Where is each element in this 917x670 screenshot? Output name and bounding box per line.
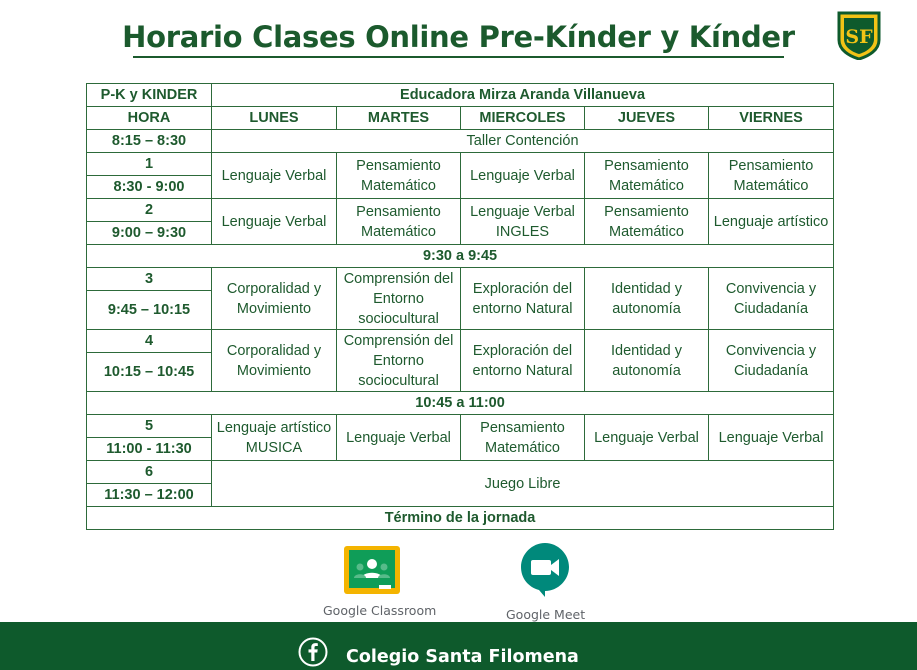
class-cell: Lenguaje Verbal xyxy=(212,153,337,199)
class-cell: Identidad y autonomía xyxy=(585,330,709,392)
class-cell: Pensamiento Matemático xyxy=(585,199,709,245)
taller-time: 8:15 – 8:30 xyxy=(87,130,212,153)
corner-label: P-K y KINDER xyxy=(87,84,212,107)
class-cell: Lenguaje Verbal INGLES xyxy=(461,199,585,245)
end-of-day-row: Término de la jornada xyxy=(87,507,834,530)
class-cell: Pensamiento Matemático xyxy=(709,153,834,199)
block-time: 8:30 - 9:00 xyxy=(87,176,212,199)
class-cell: Exploración del entorno Natural xyxy=(461,330,585,392)
day-header-miercoles: MIERCOLES xyxy=(461,107,585,130)
class-cell: Lenguaje Verbal xyxy=(709,415,834,461)
class-cell: Comprensión del Entorno sociocultural xyxy=(337,268,461,330)
class-cell: Convivencia y Ciudadanía xyxy=(709,268,834,330)
facebook-icon[interactable] xyxy=(298,637,328,667)
day-header-lunes: LUNES xyxy=(212,107,337,130)
day-header-jueves: JUEVES xyxy=(585,107,709,130)
page-title: Horario Clases Online Pre-Kínder y Kínder xyxy=(122,20,795,54)
class-cell: Corporalidad y Movimiento xyxy=(212,268,337,330)
block-number: 5 xyxy=(87,415,212,438)
schedule-table xyxy=(86,83,834,530)
class-cell: Pensamiento Matemático xyxy=(337,199,461,245)
class-cell: Corporalidad y Movimiento xyxy=(212,330,337,392)
google-meet-icon[interactable] xyxy=(519,541,571,599)
teacher-name: Educadora Mirza Aranda Villanueva xyxy=(212,84,834,107)
block-time: 11:30 – 12:00 xyxy=(87,484,212,507)
class-cell: Comprensión del Entorno sociocultural xyxy=(337,330,461,392)
juego-libre-cell: Juego Libre xyxy=(212,461,834,507)
google-classroom-icon[interactable] xyxy=(343,545,401,595)
block-number: 2 xyxy=(87,199,212,222)
class-cell: Lenguaje artístico MUSICA xyxy=(212,415,337,461)
school-crest-logo xyxy=(836,10,882,60)
block-time: 9:00 – 9:30 xyxy=(87,222,212,245)
break-row: 10:45 a 11:00 xyxy=(87,392,834,415)
day-header-viernes: VIERNES xyxy=(709,107,834,130)
block-time: 10:15 – 10:45 xyxy=(87,353,212,392)
class-cell: Lenguaje Verbal xyxy=(585,415,709,461)
break-row: 9:30 a 9:45 xyxy=(87,245,834,268)
class-cell: Pensamiento Matemático xyxy=(337,153,461,199)
class-cell: Lenguaje Verbal xyxy=(461,153,585,199)
hora-header: HORA xyxy=(87,107,212,130)
class-cell: Convivencia y Ciudadanía xyxy=(709,330,834,392)
class-cell: Identidad y autonomía xyxy=(585,268,709,330)
block-number: 6 xyxy=(87,461,212,484)
title-underline xyxy=(133,56,784,58)
crest-lettering: SF xyxy=(845,26,873,48)
footer-school-name: Colegio Santa Filomena xyxy=(346,647,579,667)
block-time: 11:00 - 11:30 xyxy=(87,438,212,461)
block-number: 1 xyxy=(87,153,212,176)
taller-label: Taller Contención xyxy=(212,130,834,153)
class-cell: Lenguaje Verbal xyxy=(337,415,461,461)
day-header-martes: MARTES xyxy=(337,107,461,130)
class-cell: Lenguaje Verbal xyxy=(212,199,337,245)
class-cell: Pensamiento Matemático xyxy=(461,415,585,461)
block-number: 3 xyxy=(87,268,212,291)
google-classroom-label: Google Classroom xyxy=(323,603,437,618)
class-cell: Pensamiento Matemático xyxy=(585,153,709,199)
google-meet-label: Google Meet xyxy=(506,607,586,622)
block-number: 4 xyxy=(87,330,212,353)
class-cell: Lenguaje artístico xyxy=(709,199,834,245)
class-cell: Exploración del entorno Natural xyxy=(461,268,585,330)
block-time: 9:45 – 10:15 xyxy=(87,291,212,330)
